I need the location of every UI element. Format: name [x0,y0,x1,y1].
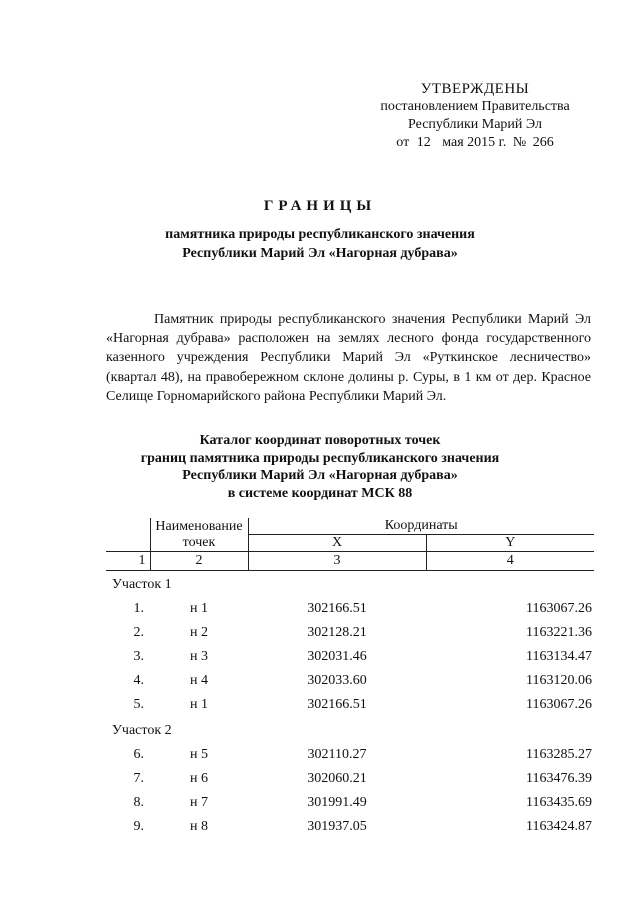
subtitle-line-1: памятника природы республиканского значения [165,227,475,242]
point-name: н 6 [190,771,208,786]
date-day: 12 [416,135,431,150]
catalog-title [0,432,640,502]
point-name: н 1 [190,601,208,616]
approval-date-line [360,134,590,152]
header-point-name [150,518,248,552]
header-blank-cell [106,518,150,552]
coord-y: 1163067.26 [526,601,592,616]
row-number: 6. [133,747,144,762]
coord-y: 1163424.87 [526,819,592,834]
subtitle-line-2: Республики Марий Эл «Нагорная дубрава» [182,246,458,261]
row-number: 8. [133,795,144,810]
coord-x: 302060.21 [307,771,367,786]
point-name: н 3 [190,649,208,664]
coord-y: 1163285.27 [526,747,592,762]
header-x: X [248,535,426,552]
table-row [106,597,594,621]
decree-number: 266 [532,135,554,150]
column-number-2: 2 [150,552,248,571]
point-name: н 2 [190,625,208,640]
coord-x: 302128.21 [307,625,367,640]
coord-y: 1163476.39 [526,771,592,786]
header-point-name-line-1: Наименование [155,518,243,534]
header-y: Y [426,535,594,552]
coord-x: 302031.46 [307,649,367,664]
row-number: 9. [133,819,144,834]
table-row [106,645,594,669]
column-number-3: 3 [248,552,426,571]
coord-x: 301937.05 [307,819,367,834]
coord-y: 1163221.36 [526,625,592,640]
point-name: н 1 [190,697,208,712]
column-number-1: 1 [106,552,150,571]
row-number: 7. [133,771,144,786]
point-name: н 5 [190,747,208,762]
row-number: 3. [133,649,144,664]
coord-y: 1163120.06 [526,673,592,688]
coord-x: 301991.49 [307,795,367,810]
catalog-line-2: границ памятника природы республиканского значения [140,450,500,466]
header-coordinates: Координаты [248,518,594,535]
date-month-year: мая 2015 г. [442,135,507,150]
document-subtitle [0,225,640,263]
table-row [106,791,594,815]
coord-x: 302166.51 [307,601,367,616]
table-row [106,743,594,767]
catalog-line-3: Республики Марий Эл «Нагорная дубрава» [182,468,458,483]
number-label: № [512,135,527,150]
catalog-line-4: в системе координат МСК 88 [227,485,413,501]
table-row [106,767,594,791]
header-point-name-line-2: точек [182,534,216,550]
row-number: 1. [133,601,144,616]
table-row [106,815,594,839]
approval-title: УТВЕРЖДЕНЫ [420,81,530,97]
table-header [106,518,594,571]
section-label: Участок 2 [112,723,172,738]
description-paragraph: Памятник природы республиканского значения Республики Марий Эл «Нагорная дубрава» расположен на землях лесного фонда государственного казенного учреждения Республики Марий Эл «Руткинское лесничество» (квартал 48), на правобережном склоне долины р. Суры, в 1 км от дер. Красное Селище Горномарийского района Республики Марий Эл. [106,312,591,404]
date-prefix: от [396,135,410,150]
row-number: 4. [133,673,144,688]
point-name: н 8 [190,819,208,834]
table-row [106,621,594,645]
column-number-4: 4 [426,552,594,571]
table-body [106,571,594,840]
section-label: Участок 1 [112,577,172,592]
coord-y: 1163067.26 [526,697,592,712]
coord-x: 302166.51 [307,697,367,712]
catalog-line-1: Каталог координат поворотных точек [199,433,441,448]
approval-line-3: Республики Марий Эл [408,117,542,132]
point-name: н 4 [190,673,208,688]
approval-line-2: постановлением Правительства [380,99,570,114]
point-name: н 7 [190,795,208,810]
row-number: 2. [133,625,144,640]
coord-y: 1163134.47 [526,649,592,664]
coord-y: 1163435.69 [526,795,592,810]
coord-x: 302033.60 [307,673,367,688]
table-row [106,669,594,693]
row-number: 5. [133,697,144,712]
coord-x: 302110.27 [307,747,367,762]
approval-stamp [360,80,590,152]
document-title: ГРАНИЦЫ [263,198,377,214]
table-row [106,693,594,717]
coordinates-table [106,518,594,839]
